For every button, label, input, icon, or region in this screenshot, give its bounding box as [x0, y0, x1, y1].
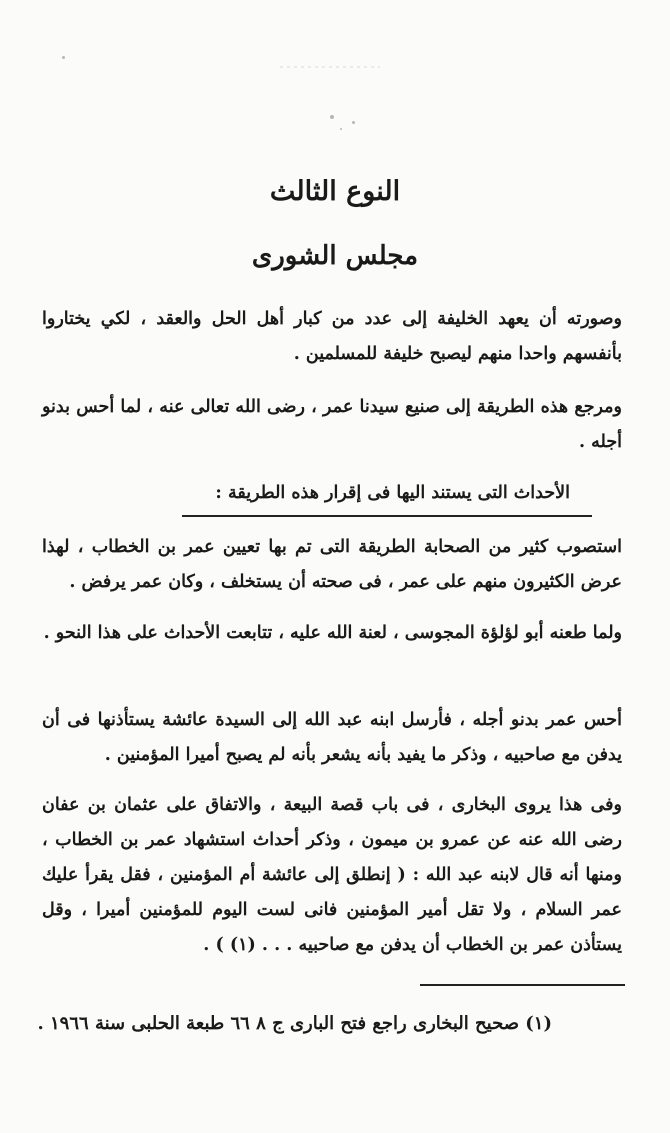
page-speck — [62, 56, 65, 59]
faint-header-mark — [280, 62, 380, 72]
paragraph: ومرجع هذه الطريقة إلى صنيع سيدنا عمر ، رضى الله تعالى عنه ، لما أحس بدنو أجله . — [42, 397, 622, 452]
paragraph: أحس عمر بدنو أجله ، فأرسل ابنه عبد الله إلى السيدة عائشة يستأذنها فى أن يدفن مع صاحبيه ، وذكر ما يفيد بأنه يشعر بأنه لم يصبح أميرا المؤمنين . — [42, 710, 622, 765]
section-heading-underline — [182, 515, 592, 517]
page-speck — [352, 121, 355, 124]
page-speck — [330, 115, 334, 119]
paragraph: ولما طعنه أبو لؤلؤة المجوسى ، لعنة الله عليه ، تتابعت الأحداث على هذا النحو . — [43, 623, 622, 643]
paragraph: وصورته أن يعهد الخليفة إلى عدد من كبار أهل الحل والعقد ، لكي يختاروا بأنفسهم واحدا منهم ليصبح خليفة للمسلمين . — [42, 309, 622, 364]
footnote: (١) صحيح البخارى راجع فتح البارى ج ٨ ٦٦ طبعة الحلبى سنة ١٩٦٦ . — [37, 1013, 552, 1034]
section-heading: الأحداث التى يستند اليها فى إقرار هذه الطريقة : — [215, 483, 570, 503]
footnote-separator — [420, 984, 625, 986]
chapter-title: النوع الثالث — [269, 176, 401, 207]
page-speck — [340, 128, 342, 130]
paragraph: استصوب كثير من الصحابة الطريقة التى تم بها تعيين عمر بن الخطاب ، لهذا عرض الكثيرون منهم على عمر ، فى صحته أن يستخلف ، وكان عمر يرفض . — [42, 537, 622, 592]
paragraph: وفى هذا يروى البخارى ، فى باب قصة البيعة ، والاتفاق على عثمان بن عفان رضى الله عنه عن عمرو بن ميمون ، وذكر أحداث استشهاد عمر بن الخطاب ، ومنها أنه قال لابنه عبد الله : ( إنطلق إلى عائشة أم المؤمنين ، فقل يقرأ عليك عمر السلام ، ولا تقل أمير المؤمنين فانى لست اليوم للمؤمنين أميرا ، وقل يستأذن عمر بن الخطاب أن يدفن مع صاحبيه . . . (١) ) . — [42, 795, 622, 955]
chapter-subtitle: مجلس الشورى — [251, 241, 419, 271]
